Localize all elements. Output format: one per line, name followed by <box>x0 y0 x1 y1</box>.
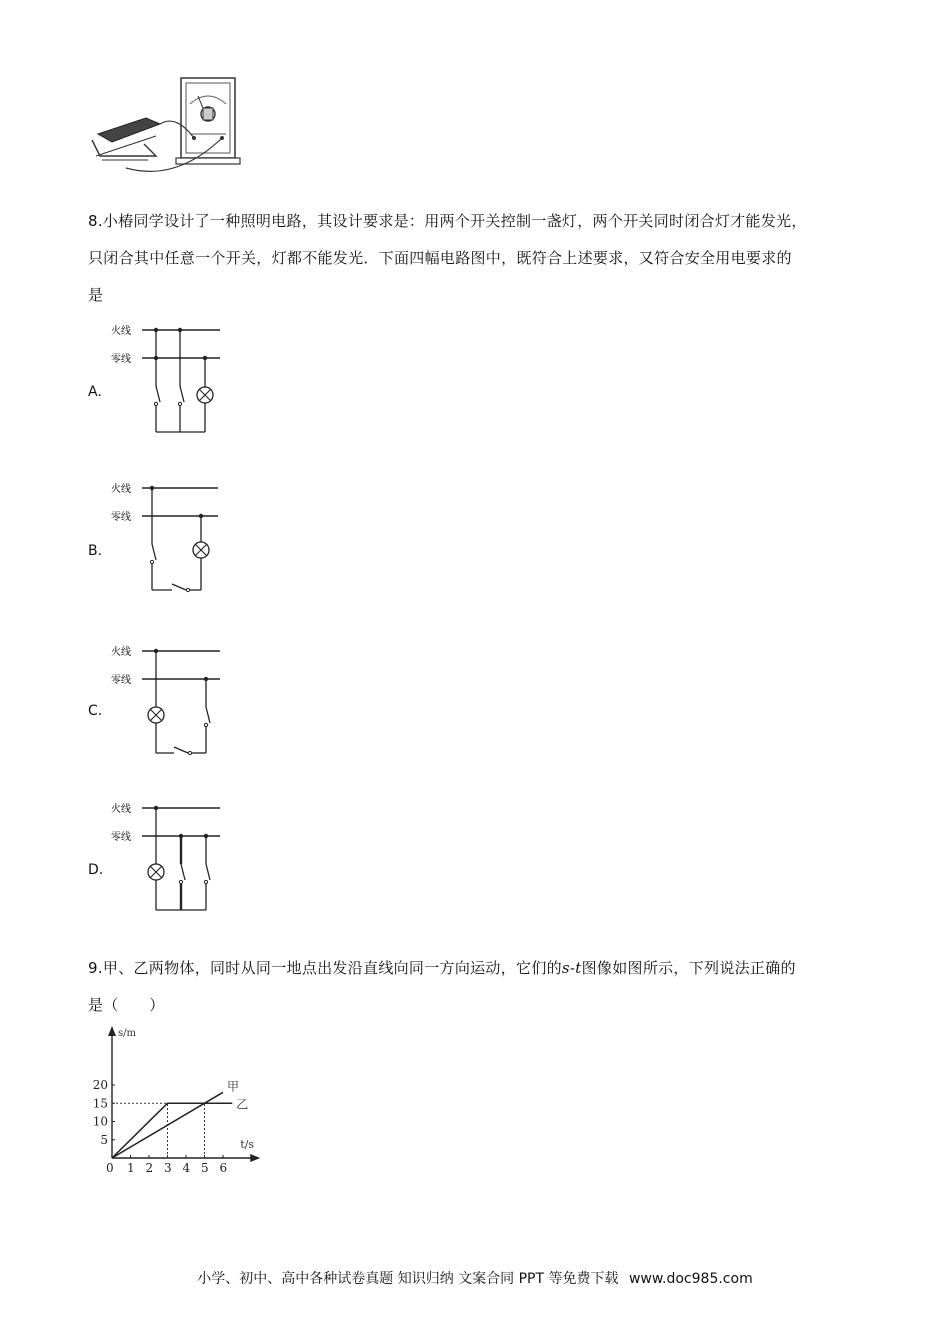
question-9-st-symbol: s-t <box>561 959 582 977</box>
y-tick-label: 20 <box>92 1078 108 1092</box>
neutral-wire-label: 零线 <box>111 512 131 523</box>
x-axis-arrow <box>250 1154 260 1162</box>
circuit-d-diagram <box>108 796 228 920</box>
live-wire-label: 火线 <box>111 326 131 337</box>
x-tick-label: 5 <box>201 1161 209 1175</box>
circuit-a-diagram <box>108 318 228 438</box>
question-9-suffix: 图像如图所示，下列说法正确的 <box>581 959 796 977</box>
question-8-line-1: 8.小椿同学设计了一种照明电路，其设计要求是：用两个开关控制一盏灯，两个开关同时闭合灯才能发光， <box>88 212 807 230</box>
x-tick-label: 0 <box>106 1161 114 1175</box>
x-tick-label: 6 <box>219 1161 228 1175</box>
series-label-2: 乙 <box>236 1097 249 1112</box>
footer <box>0 1268 950 1288</box>
x-tick-label: 3 <box>164 1161 172 1175</box>
neutral-wire-label: 零线 <box>111 832 131 843</box>
option-d-label: D. <box>88 862 104 878</box>
live-wire-label: 火线 <box>111 804 131 815</box>
option-c-label: C. <box>88 703 103 719</box>
s-t-graph <box>86 1024 276 1180</box>
y-tick-label: 10 <box>92 1114 108 1129</box>
circuit-b-diagram <box>108 476 228 600</box>
question-9-prefix: 9.甲、乙两物体，同时从同一地点出发沿直线向同一方向运动，它们的 <box>88 959 562 977</box>
neutral-wire-label: 零线 <box>111 354 131 365</box>
y-axis-arrow <box>108 1026 116 1036</box>
question-8-line-3: 是 <box>88 286 104 304</box>
live-wire-label: 火线 <box>111 647 131 658</box>
series-label-1: 甲 <box>227 1079 240 1094</box>
series-line-2 <box>112 1103 232 1158</box>
neutral-wire-label: 零线 <box>111 675 131 686</box>
x-tick-label: 1 <box>127 1161 135 1175</box>
question-9-line-2: 是（ ） <box>88 996 165 1014</box>
x-tick-label: 4 <box>182 1161 191 1175</box>
y-tick-label: 15 <box>92 1096 108 1111</box>
x-tick-label: 2 <box>145 1161 154 1175</box>
circuit-c-diagram <box>108 639 228 763</box>
x-axis-label: t/s <box>240 1138 255 1151</box>
option-b-label: B. <box>88 543 103 559</box>
live-wire-label: 火线 <box>111 484 131 495</box>
y-axis-label: s/m <box>118 1028 136 1039</box>
question-8-line-2: 只闭合其中任意一个开关，灯都不能发光．下面四幅电路图中，既符合上述要求，又符合安全用电要求的 <box>88 249 792 267</box>
footer-text: 小学、初中、高中各种试卷真题 知识归纳 文案合同 PPT 等免费下载 <box>197 1271 619 1287</box>
footer-url: www.doc985.com <box>628 1271 753 1287</box>
option-a-label: A. <box>88 384 102 400</box>
y-tick-label: 5 <box>100 1132 108 1147</box>
question-9-line-1 <box>88 951 796 985</box>
galvanometer-apparatus-illustration <box>86 74 246 186</box>
